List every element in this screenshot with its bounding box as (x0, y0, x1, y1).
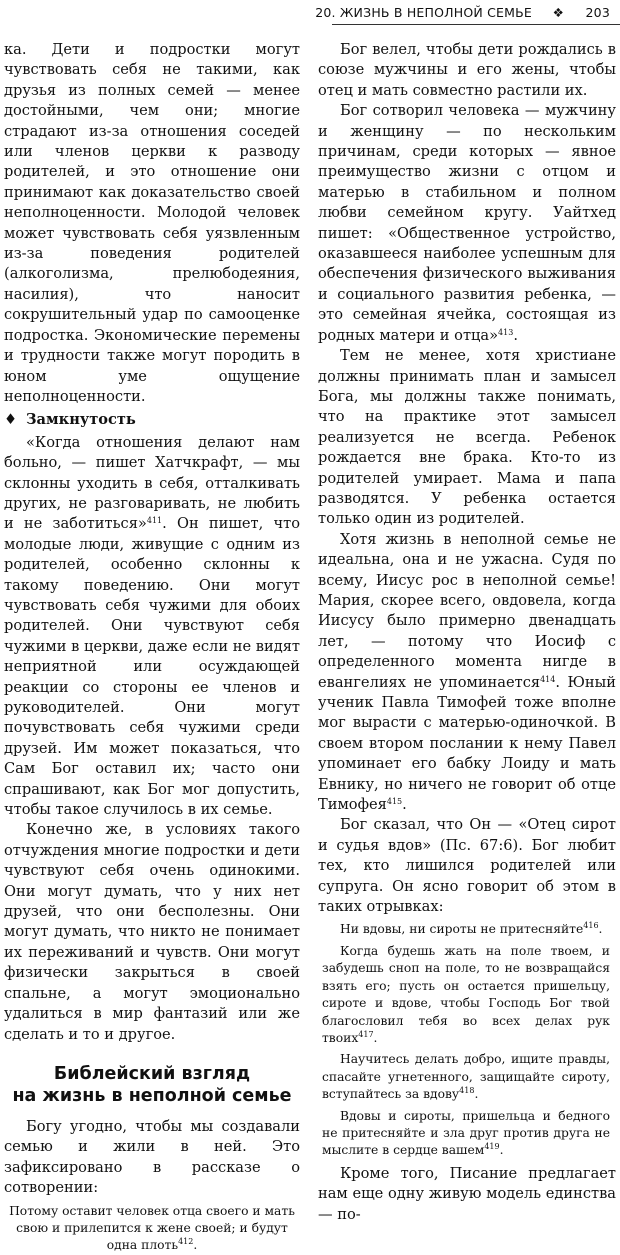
header-rule (332, 24, 620, 25)
quote-text: Вдовы и сироты, пришельца и бедного не притесняйте и зла друг против друга не мыслите в сердце вашем (322, 1108, 610, 1158)
paragraph: Богу угодно, чтобы мы создавали семью и жили в ней. Это зафиксировано в рассказе о сотворении: (4, 1117, 300, 1197)
footnote-ref: 415 (386, 797, 403, 807)
quote-text: Научитесь делать добро, ищите правды, спасайте угнетенного, защищайте сироту, вступайтесь за вдову (322, 1052, 610, 1102)
subheading-text: Замкнутость (26, 411, 136, 429)
right-column (318, 40, 616, 1225)
paragraph-text: Хотя жизнь в неполной семье не идеальна, она и не ужасна. Судя по всему, Иисус рос в неполной семье! Мария, скорее всего, овдовела, когда Иисусу было примерно двенадцать лет, — потому что Иосиф с определенного момента нигде в евангелиях не упоминается (318, 530, 616, 691)
paragraph: Конечно же, в условиях такого отчуждения многие подростки и дети чувствуют себя очень одинокими. Они могут думать, что у них нет друзей, что они бесполезны. Они могут думать, что никто не понимает их переживаний и чувств. Они могут физически закрыться в своей спальне, а могут эмоционально удалиться в мир фантазий или же сделать и то и другое. (4, 821, 300, 1043)
footnote-ref: 412 (178, 1237, 194, 1247)
paragraph: Хотя жизнь в неполной семье не идеальна, она и не ужасна. Судя по всему, Иисус рос в неполной семье! Мария, скорее всего, овдовела, когда Иисусу было примерно двенадцать лет, — потому что Иосиф с определенного момента нигде в евангелиях не упоминается$^{414}$. Юный ученик Павла Тимофей тоже вполне мог вырасти с матерью-одиночкой. В своем втором послании к нему Павел упоминает его бабку Лоиду и мать Евнику, но ничего не говорит об отце Тимофея$^{415}$. (318, 530, 616, 814)
paragraph: Бог сказал, что Он — «Отец сирот и судья вдов» (Пс. 67:6). Бог любит тех, кто лишился родителей или супруга. Он ясно говорит об этом в таких отрывках: (318, 816, 616, 916)
footnote-ref: 413 (498, 327, 514, 337)
paragraph-text: «Когда отношения делают нам больно, — пишет Хатчкрафт, — мы склонны уходить в себя, отталкивать других, не разговаривать, не любить и не заботиться» (4, 433, 300, 533)
paragraph: Тем не менее, хотя христиане должны принимать план и замысел Бога, мы должны также понимать, что на практике этот замысел реализуется не всегда. Ребенок рождается вне брака. Кто-то из родителей умирает. Мама и папа разводятся. У ребенка остается только один из родителей. (318, 347, 616, 528)
left-column (4, 40, 300, 1255)
footnote-ref: 411 (146, 516, 163, 526)
page-number: 203 (585, 5, 610, 20)
paragraph: Бог велел, чтобы дети рождались в союзе мужчины и его жены, чтобы отец и мать совместно растили их. (318, 41, 616, 99)
quote: Вдовы и сироты, пришельца и бедного не притесняйте и зла друг против друга не мыслите в сердце вашем$^{419}$. (322, 1108, 610, 1158)
quote-text: Когда будешь жать на поле твоем, и забудешь сноп на поле, то не возвращайся взять его; пусть он остается пришельцу, сироте и вдове, чтобы Господь Бог твой благословил тебя во всех делах рук твоих (322, 943, 610, 1045)
section-heading (4, 1063, 300, 1107)
quote: Ни вдовы, ни сироты не притесняйте$^{416}$. (340, 921, 603, 937)
scripture-quote: Потому оставит человек отца своего и мать свою и прилепится к жене своей; и будут одна плоть$^{412}$. (9, 1203, 295, 1253)
paragraph: Кроме того, Писание предлагает нам еще одну живую модель единства — по- (318, 1164, 616, 1223)
paragraph-text: . Юный ученик Павла Тимофей тоже вполне мог вырасти с матерью-одиночкой. В своем втором послании к нему Павел упоминает его бабку Лоиду и мать Евнику, но ничего не говорит об отце Тимофея (318, 673, 616, 814)
subheading (4, 410, 300, 430)
diamond-ornament-icon: ❖ (552, 5, 564, 20)
bullet-diamond-icon: ♦ (4, 411, 18, 429)
footnote-ref: 414 (540, 674, 556, 684)
quote: Когда будешь жать на поле твоем, и забудешь сноп на поле, то не возвращайся взять его; пусть он остается пришельцу, сироте и вдове, чтобы Господь Бог твой благословил тебя во всех делах рук твоих$^{417}$. (322, 943, 610, 1045)
paragraph: Бог сотворил человека — мужчину и женщину — по нескольким причинам, среди которых — явное преимущество жизни с отцом и матерью в стабильном и полном любви семейном кругу. Уайтхед пишет: «Общественное устройство, оказавшееся наиболее успешным для обеспечения физического выживания и социального развития ребенка, — это семейная ячейка, состоящая из родных матери и отца»$^{413}$. (318, 102, 616, 344)
quote-text: Потому оставит человек отца своего и мать свою и прилепится к жене своей; и будут одна плоть (9, 1203, 295, 1253)
section-heading-line: Библейский взгляд (53, 1063, 251, 1084)
chapter-title: 20. ЖИЗНЬ В НЕПОЛНОЙ СЕМЬЕ (315, 5, 532, 20)
paragraph: ка. Дети и подростки могут чувствовать себя не такими, как друзья из полных семей — менее достойными, чем они; многие страдают из-за отношения соседей или членов церкви к разводу родителей, и это отношение они принимают как доказательство своей неполноценности. Молодой человек может чувствовать себя уязвленным из-за поведения родителей (алкоголизма, прелюбодеяния, насилия), что наносит сокрушительный удар по самооценке подростка. Экономические перемены и трудности также могут породить в юном уме ощущение неполноценности. (4, 41, 300, 405)
footnote-ref: 418 (459, 1086, 475, 1096)
quote: Научитесь делать добро, ищите правды, спасайте угнетенного, защищайте сироту, вступайтесь за вдову$^{418}$. (322, 1052, 610, 1102)
footnote-ref: 419 (484, 1142, 500, 1152)
paragraph-text: Бог сотворил человека — мужчину и женщину — по нескольким причинам, среди которых — явное преимущество жизни с отцом и матерью в стабильном и полном любви семейном кругу. Уайтхед пишет: «Общественное устройство, оказавшееся наиболее успешным для обеспечения физического выживания и социального развития ребенка, — это семейная ячейка, состоящая из родных матери и отца» (318, 102, 616, 344)
paragraph (4, 433, 300, 821)
running-header (0, 0, 620, 26)
section-heading-line: на жизнь в неполной семье (12, 1085, 292, 1106)
footnote-ref: 416 (583, 921, 599, 931)
paragraph-text: . Он пишет, что молодые люди, живущие с одним из родителей, особенно склонны к такому поведению. Они могут чувствовать себя чужими для обоих родителей. Они чувствуют себя чужими в церкви, даже если не видят неприятной или осуждающей реакции со стороны ее членов и руководителей. Они могут почувствовать себя чужими среди друзей. Им может показаться, что Сам Бог оставил их; часто они спрашивают, как Бог мог допустить, чтобы такое случилось в их семье. (4, 515, 300, 819)
footnote-ref: 417 (358, 1029, 374, 1039)
quote-text: Ни вдовы, ни сироты не притесняйте (340, 922, 584, 937)
scripture-quote-block (318, 921, 616, 1159)
